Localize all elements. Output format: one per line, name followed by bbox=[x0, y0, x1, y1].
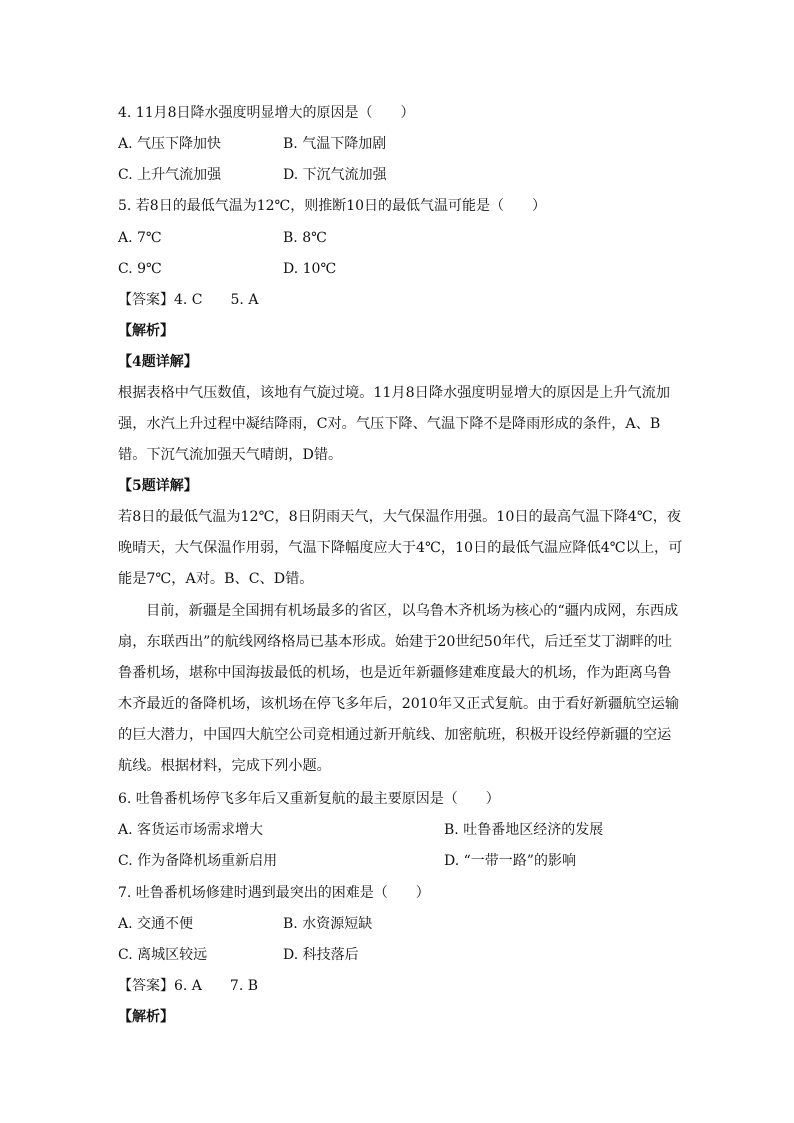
analysis-heading-2: 【解析】 bbox=[118, 1009, 174, 1025]
analysis-heading-1: 【解析】 bbox=[118, 323, 174, 339]
answer-line-2: 【答案】6. A 7. B bbox=[118, 978, 259, 994]
q6-stem: 6. 吐鲁番机场停飞多年后又重新复航的最主要原因是（ ） bbox=[118, 791, 500, 807]
q7-stem: 7. 吐鲁番机场修建时遇到最突出的困难是（ ） bbox=[118, 885, 430, 901]
q6-option-d: D. “一带一路”的影响 bbox=[444, 853, 576, 869]
q5-stem: 5. 若8日的最低气温为12℃，则推断10日的最低气温可能是（ ） bbox=[118, 198, 547, 214]
detail-4-heading: 【4题详解】 bbox=[118, 354, 198, 370]
q6-option-b: B. 吐鲁番地区经济的发展 bbox=[444, 822, 604, 838]
q7-option-d: D. 科技落后 bbox=[283, 947, 359, 963]
q4-option-d: D. 下沉气流加强 bbox=[283, 167, 387, 183]
q6-option-c: C. 作为备降机场重新启用 bbox=[118, 853, 278, 869]
q5-option-a: A. 7℃ bbox=[118, 230, 162, 246]
detail-5-text: 若8日的最低气温为12℃，8日阴雨天气，大气保温作用强。10日的最高气温下降4℃，夜晚晴天，大气保温作用弱，气温下降幅度应大于4℃，10日的最低气温应降低4℃以上，可能是7℃，A对。B、C、D错。 bbox=[118, 509, 683, 587]
q4-stem: 4. 11月8日降水强度明显增大的原因是（ ） bbox=[118, 105, 415, 121]
reading-passage: 目前，新疆是全国拥有机场最多的省区，以乌鲁木齐机场为核心的“疆内成网，东西成扇，东联西出”的航线网络格局已基本形成。始建于20世纪50年代，后迁至艾丁湖畔的吐鲁番机场，堪称中国海拔最低的机场，也是近年新疆修建难度最大的机场，作为距离乌鲁木齐最近的备降机场，该机场在停飞多年后，2010年又正式复航。由于看好新疆航空运输的巨大潜力，中国四大航空公司竞相通过新开航线、加密航班，积极开设经停新疆的空运航线。根据材料，完成下列小题。 bbox=[118, 603, 680, 774]
detail-5-heading: 【5题详解】 bbox=[118, 478, 198, 494]
q6-option-a: A. 客货运市场需求增大 bbox=[118, 822, 264, 838]
q5-option-b: B. 8℃ bbox=[283, 230, 327, 246]
q5-option-c: C. 9℃ bbox=[118, 261, 162, 277]
q4-option-c: C. 上升气流加强 bbox=[118, 167, 222, 183]
detail-4-text: 根据表格中气压数值，该地有气旋过境。11月8日降水强度明显增大的原因是上升气流加强，水汽上升过程中凝结降雨，C对。气压下降、气温下降不是降雨形成的条件，A、B错。下沉气流加强天气晴朗，D错。 bbox=[118, 385, 671, 463]
answer-line-1: 【答案】4. C 5. A bbox=[118, 292, 259, 308]
q7-option-c: C. 离城区较远 bbox=[118, 947, 208, 963]
q7-option-a: A. 交通不便 bbox=[118, 916, 194, 932]
q5-option-d: D. 10℃ bbox=[283, 261, 337, 277]
q4-option-a: A. 气压下降加快 bbox=[118, 136, 222, 152]
q4-option-b: B. 气温下降加剧 bbox=[283, 136, 387, 152]
q7-option-b: B. 水资源短缺 bbox=[283, 916, 373, 932]
